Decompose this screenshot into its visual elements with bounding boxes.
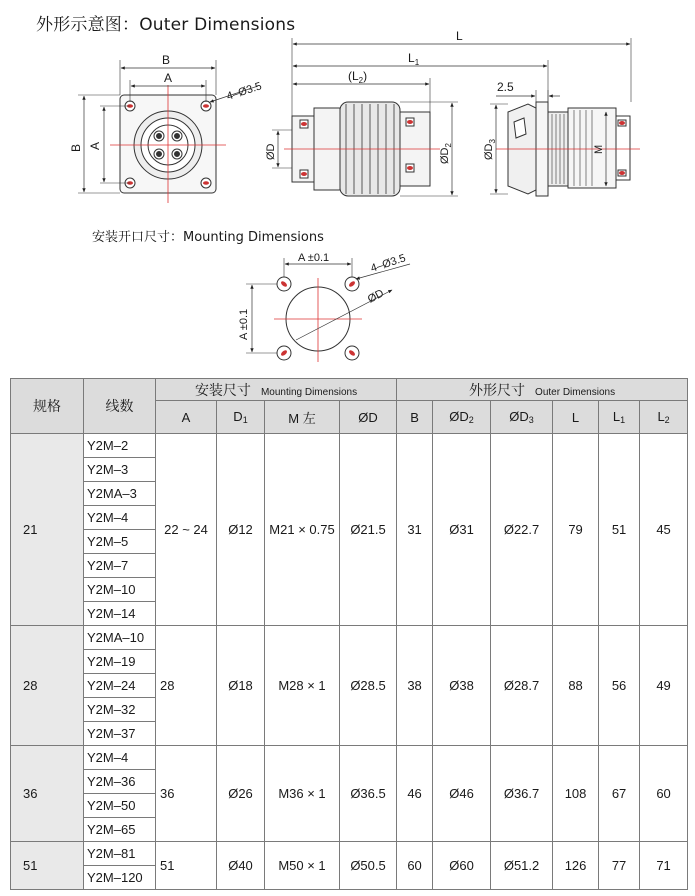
cell-d1: Ø40 <box>217 842 265 890</box>
line-item: Y2MA–10 <box>84 626 155 650</box>
cell-od: Ø28.5 <box>340 626 397 746</box>
cell-od2: Ø46 <box>433 746 491 842</box>
cell-l: 79 <box>553 434 599 626</box>
cell-od3: Ø51.2 <box>491 842 553 890</box>
line-item: Y2M–120 <box>87 870 143 885</box>
cell-a: 22 ~ 24 <box>156 434 217 626</box>
spec-cell: 21 <box>11 434 84 626</box>
dim-label-d2: $ØD_2$ <box>439 143 453 164</box>
col-header-od2: ØD2 <box>433 401 491 434</box>
group-header-outer <box>397 379 688 401</box>
cell-l2: 60 <box>640 746 688 842</box>
line-item: Y2M–4 <box>84 746 155 770</box>
cell-l2: 45 <box>640 434 688 626</box>
cell-m: M28 × 1 <box>265 626 340 746</box>
col-header-d1: D1 <box>217 401 265 434</box>
spec-cell: 51 <box>11 842 84 890</box>
lines-cell <box>84 842 156 890</box>
col-header-l2: L2 <box>640 401 688 434</box>
spec-table <box>10 378 688 890</box>
line-item: Y2M–19 <box>84 650 155 674</box>
receptacle-view <box>490 90 640 196</box>
group-mounting-cn: 安装尺寸 <box>194 381 251 398</box>
cell-m: M21 × 0.75 <box>265 434 340 626</box>
lines-cell <box>84 434 156 626</box>
dim-label-d: ØD <box>265 143 277 160</box>
dim-label-d3: $ØD_3$ <box>483 139 497 160</box>
cell-d1: Ø12 <box>217 434 265 626</box>
cell-m: M50 × 1 <box>265 842 340 890</box>
line-item: Y2M–36 <box>84 770 155 794</box>
cell-a: 36 <box>156 746 217 842</box>
mount-label-d: ØD <box>365 287 386 306</box>
table-row <box>11 842 688 890</box>
cell-b: 46 <box>397 746 433 842</box>
line-item: Y2M–24 <box>84 674 155 698</box>
dimension-drawings <box>0 0 695 378</box>
group-mounting-en: Mounting Dimensions <box>260 386 358 398</box>
dim-label-a-top: A <box>164 71 173 85</box>
group-outer-cn: 外形尺寸 <box>469 381 526 398</box>
cell-od: Ø36.5 <box>340 746 397 842</box>
cell-od: Ø21.5 <box>340 434 397 626</box>
mounting-dimensions-title: 安装开口尺寸：Mounting Dimensions <box>92 230 324 245</box>
cell-od2: Ø38 <box>433 626 491 746</box>
mounting-cutout <box>246 258 410 362</box>
col-header-spec: 规格 <box>11 379 84 434</box>
dim-label-b-side: B <box>69 143 83 152</box>
dim-label-a-side: A <box>88 141 102 150</box>
cell-l: 108 <box>553 746 599 842</box>
line-item: Y2M–50 <box>84 794 155 818</box>
dim-label-gap: 2.5 <box>497 80 514 94</box>
cell-a: 51 <box>156 842 217 890</box>
line-item: Y2M–37 <box>87 726 136 741</box>
dim-label-holes: 4–Ø3.5 <box>225 80 264 103</box>
cell-l: 126 <box>553 842 599 890</box>
group-outer-en: Outer Dimensions <box>535 386 616 398</box>
dim-label-b-top: B <box>162 53 171 67</box>
spec-cell: 36 <box>11 746 84 842</box>
dim-label-m: M <box>593 144 605 154</box>
cell-l1: 51 <box>599 434 640 626</box>
spec-cell: 28 <box>11 626 84 746</box>
cell-l1: 67 <box>599 746 640 842</box>
cell-b: 38 <box>397 626 433 746</box>
lines-cell <box>84 626 156 746</box>
line-item: Y2M–5 <box>84 530 155 554</box>
cell-l1: 56 <box>599 626 640 746</box>
cell-b: 60 <box>397 842 433 890</box>
line-item: Y2M–81 <box>84 842 155 866</box>
line-item: Y2MA–3 <box>84 482 155 506</box>
col-header-l: L <box>553 401 599 434</box>
col-header-od: ØD <box>340 401 397 434</box>
cell-od3: Ø36.7 <box>491 746 553 842</box>
line-item: Y2M–65 <box>87 822 136 837</box>
col-header-a: A <box>156 401 217 434</box>
col-header-lines: 线数 <box>84 379 156 434</box>
cell-d1: Ø26 <box>217 746 265 842</box>
cell-od: Ø50.5 <box>340 842 397 890</box>
col-header-od3: ØD3 <box>491 401 553 434</box>
line-item: Y2M–2 <box>84 434 155 458</box>
dim-label-l1: $L_1$ <box>408 51 420 67</box>
line-item: Y2M–10 <box>84 578 155 602</box>
mount-label-a-side: A ±0.1 <box>238 308 250 340</box>
col-header-l1: L1 <box>599 401 640 434</box>
cell-m: M36 × 1 <box>265 746 340 842</box>
cell-od3: Ø28.7 <box>491 626 553 746</box>
cell-a: 28 <box>156 626 217 746</box>
cell-l1: 77 <box>599 842 640 890</box>
line-item: Y2M–7 <box>84 554 155 578</box>
outer-dimensions-title: 外形示意图：Outer Dimensions <box>36 15 296 35</box>
cell-od3: Ø22.7 <box>491 434 553 626</box>
table-row <box>11 746 688 842</box>
group-header-mounting <box>156 379 397 401</box>
cell-d1: Ø18 <box>217 626 265 746</box>
col-header-m: M 左 <box>265 401 340 434</box>
mount-label-a-top: A ±0.1 <box>298 252 330 264</box>
table-row <box>11 434 688 626</box>
line-item: Y2M–4 <box>84 506 155 530</box>
dim-label-l: L <box>456 29 463 43</box>
cell-b: 31 <box>397 434 433 626</box>
mount-label-holes: 4–Ø3.5 <box>369 252 408 275</box>
table-row <box>11 626 688 746</box>
line-item: Y2M–14 <box>87 606 136 621</box>
line-item: Y2M–32 <box>84 698 155 722</box>
dim-label-l2: $(L_2)$ <box>348 69 368 85</box>
col-header-b: B <box>397 401 433 434</box>
lines-cell <box>84 746 156 842</box>
cell-l2: 49 <box>640 626 688 746</box>
line-item: Y2M–3 <box>84 458 155 482</box>
cell-od2: Ø60 <box>433 842 491 890</box>
cell-l2: 71 <box>640 842 688 890</box>
cell-l: 88 <box>553 626 599 746</box>
cell-od2: Ø31 <box>433 434 491 626</box>
